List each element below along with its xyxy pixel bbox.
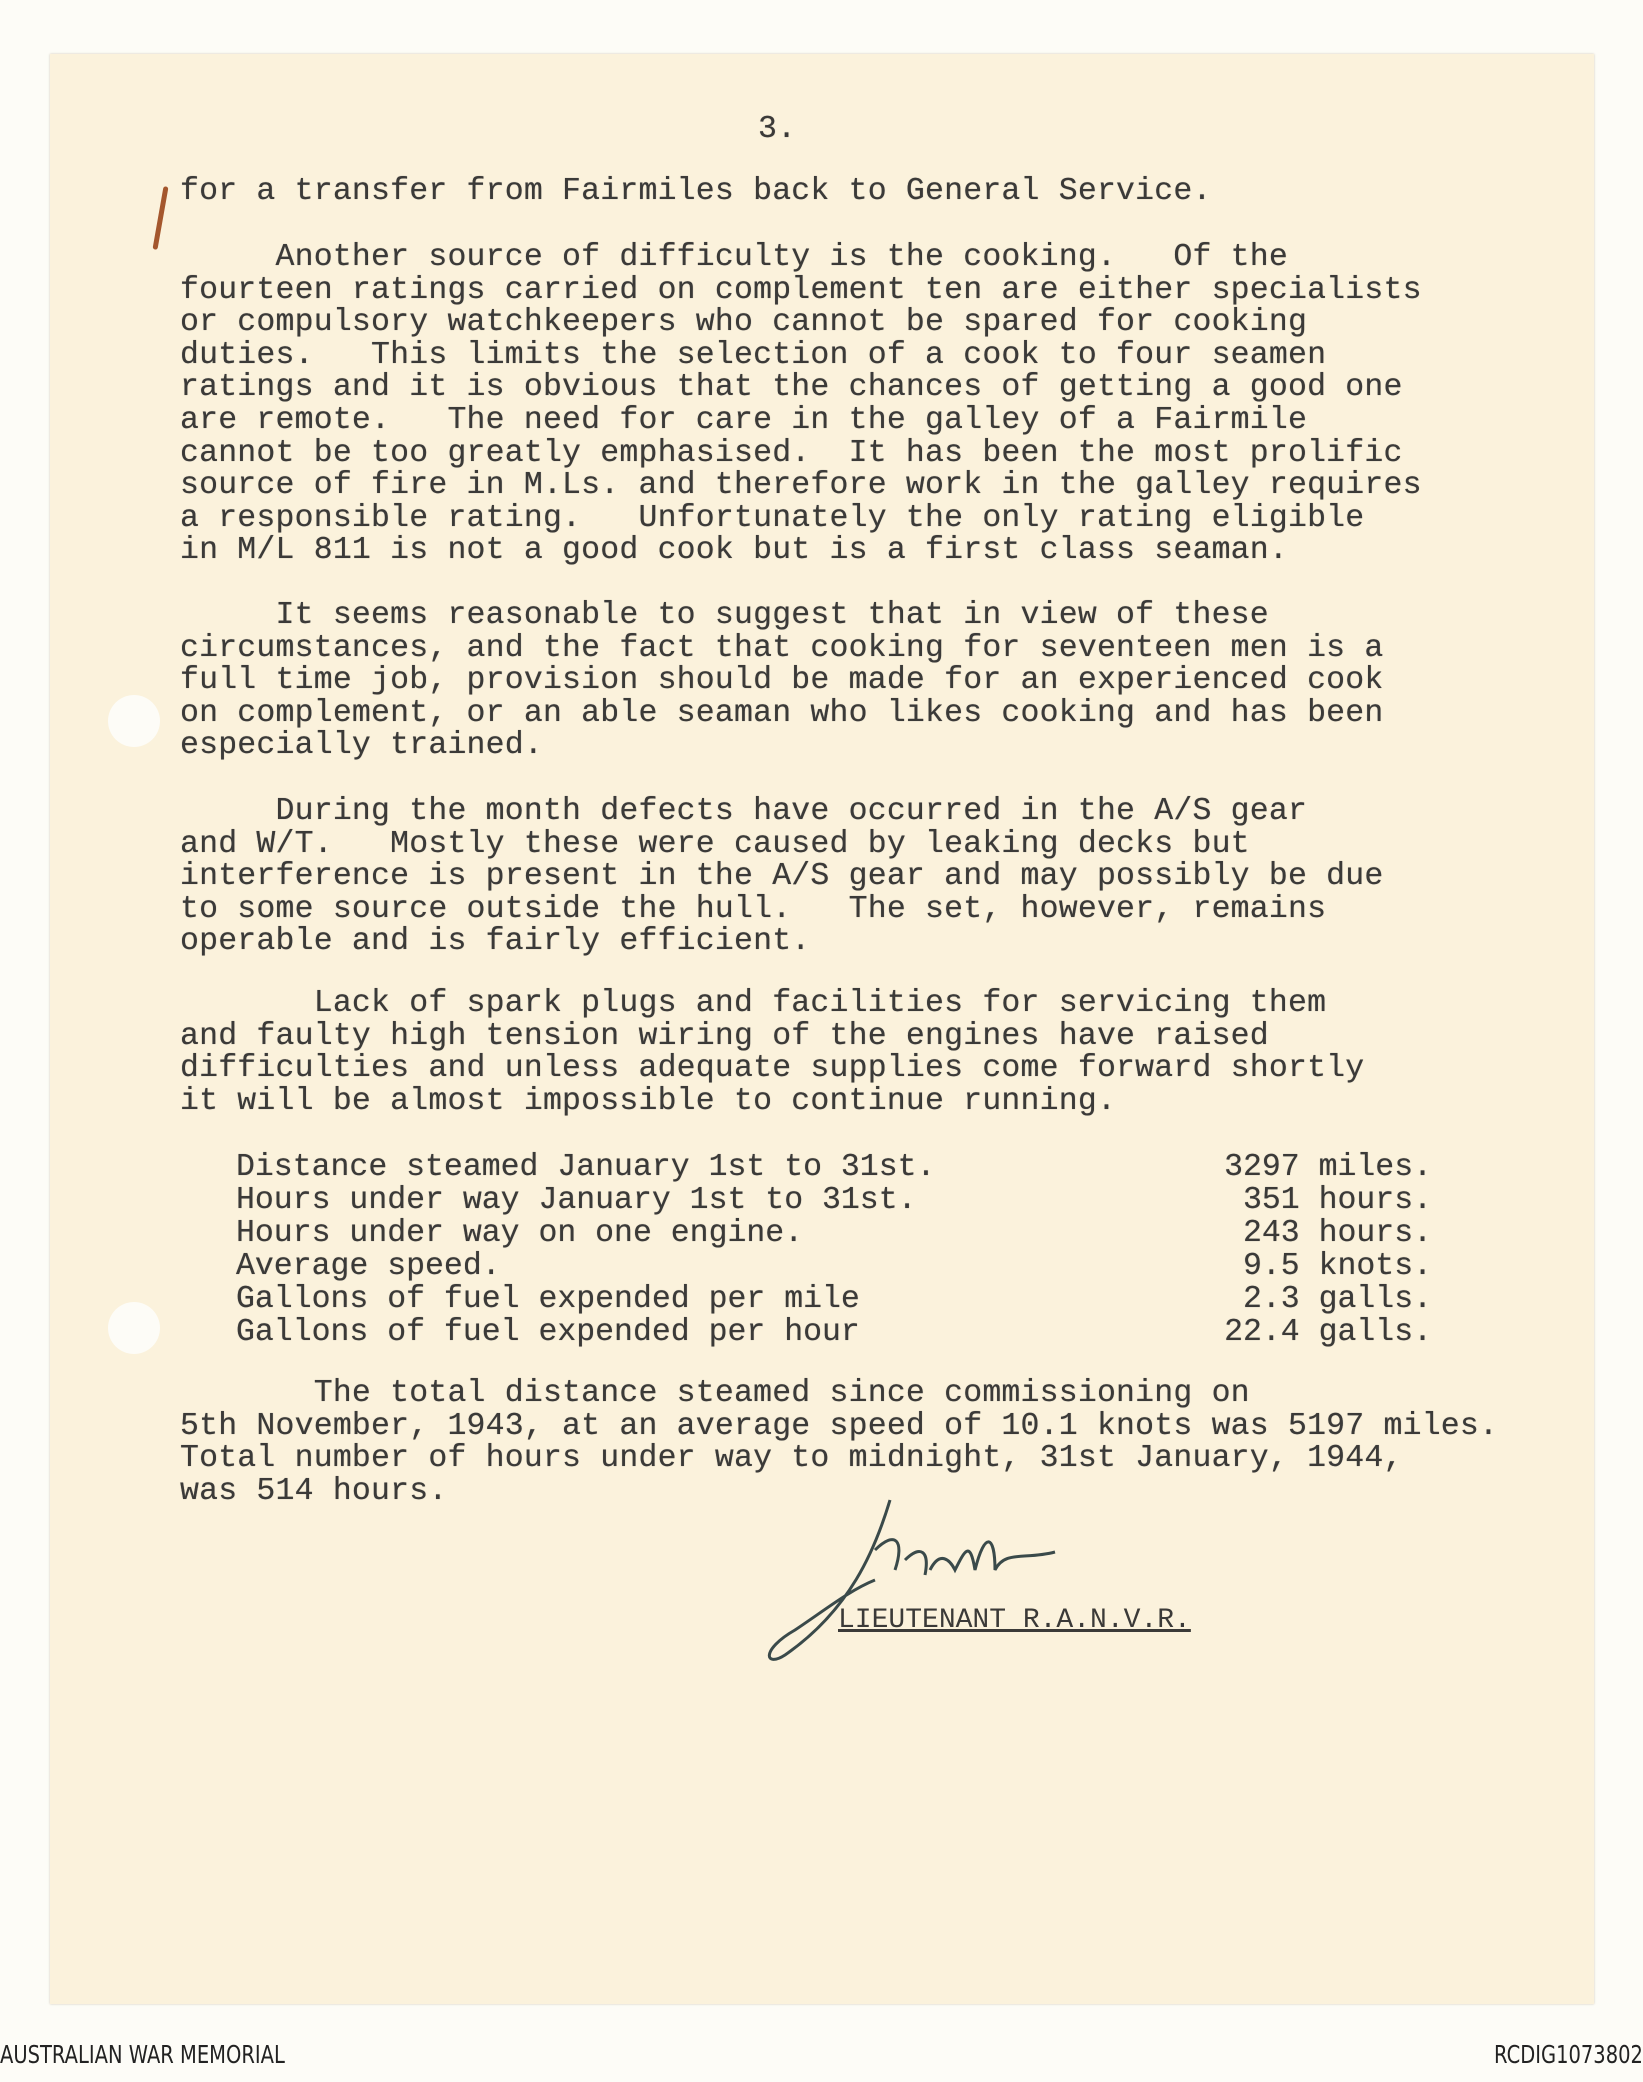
stat-value: 2.3 galls.	[1242, 1282, 1432, 1317]
text-line: fourteen ratings carried on complement ten are either specialists	[180, 272, 1422, 308]
stat-label: Gallons of fuel expended per hour	[236, 1315, 860, 1350]
stat-value: 3297 miles.	[1224, 1150, 1432, 1185]
punch-hole	[108, 695, 160, 747]
stat-label: Gallons of fuel expended per mile	[236, 1282, 860, 1317]
text-line: cannot be too greatly emphasised. It has been the most prolific	[180, 435, 1403, 471]
text-line: difficulties and unless adequate supplies come forward shortly	[180, 1051, 1365, 1087]
text-line: The total distance steamed since commissioning on	[180, 1376, 1250, 1411]
stat-value: 22.4 galls.	[1224, 1315, 1432, 1350]
text-line: or compulsory watchkeepers who cannot be spared for cooking	[180, 305, 1308, 341]
paragraph-2	[180, 242, 1422, 568]
paragraph-1	[180, 176, 1212, 209]
footer-record-id: RCDIG1073802	[1494, 2040, 1643, 2069]
text-line: a responsible rating. Unfortunately the only rating eligible	[180, 500, 1365, 536]
footer-institution: AUSTRALIAN WAR MEMORIAL	[0, 2040, 285, 2069]
text-line: ratings and it is obvious that the chances of getting a good one	[180, 370, 1403, 406]
text-line: Another source of difficulty is the cooking. Of the	[180, 240, 1288, 275]
text-line: on complement, or an able seaman who likes cooking and has been	[180, 695, 1384, 731]
stat-row	[236, 1152, 1432, 1185]
text-line: and faulty high tension wiring of the engines have raised	[180, 1018, 1269, 1054]
stat-row	[236, 1284, 1432, 1317]
text-line: It seems reasonable to suggest that in view of these	[180, 598, 1269, 633]
text-line: especially trained.	[180, 728, 543, 764]
text-line: full time job, provision should be made for an experienced cook	[180, 663, 1384, 699]
stat-label: Average speed.	[236, 1249, 501, 1284]
handwritten-signature	[755, 1490, 1115, 1670]
text-line: it will be almost impossible to continue running.	[180, 1083, 1117, 1119]
signatory-title: LIEUTENANT R.A.N.V.R.	[838, 1605, 1191, 1636]
text-line: to some source outside the hull. The set, however, remains	[180, 891, 1327, 927]
stat-label: Hours under way January 1st to 31st.	[236, 1183, 917, 1218]
text-line: was 514 hours.	[180, 1473, 448, 1509]
text-line: operable and is fairly efficient.	[180, 924, 811, 960]
paragraph-4	[180, 796, 1384, 959]
paragraph-3	[180, 600, 1384, 763]
text-line: duties. This limits the selection of a cook to four seamen	[180, 337, 1327, 373]
stat-row	[236, 1218, 1432, 1251]
text-line: 5th November, 1943, at an average speed of 10.1 knots was 5197 miles.	[180, 1408, 1499, 1444]
stat-label: Distance steamed January 1st to 31st.	[236, 1150, 936, 1185]
closing-paragraph	[180, 1378, 1498, 1508]
page-number: 3.	[758, 112, 797, 147]
stat-value: 243 hours.	[1242, 1216, 1432, 1251]
stat-row	[236, 1251, 1432, 1284]
text-line: circumstances, and the fact that cooking for seventeen men is a	[180, 630, 1384, 666]
text-line: Lack of spark plugs and facilities for servicing them	[180, 986, 1327, 1021]
paragraph-5	[180, 988, 1364, 1118]
stat-value: 9.5 knots.	[1242, 1249, 1432, 1284]
text-line: interference is present in the A/S gear and may possibly be due	[180, 859, 1384, 895]
punch-hole	[108, 1302, 160, 1354]
text-line: and W/T. Mostly these were caused by leaking decks but	[180, 826, 1250, 862]
text-line: in M/L 811 is not a good cook but is a first class seaman.	[180, 533, 1288, 569]
stat-row	[236, 1185, 1432, 1218]
text-line: are remote. The need for care in the galley of a Fairmile	[180, 402, 1308, 438]
stat-row	[236, 1317, 1432, 1350]
text-line: source of fire in M.Ls. and therefore work in the galley requires	[180, 468, 1422, 504]
stat-value: 351 hours.	[1242, 1183, 1432, 1218]
text-line: for a transfer from Fairmiles back to General Service.	[180, 174, 1212, 209]
stat-label: Hours under way on one engine.	[236, 1216, 804, 1251]
text-line: Total number of hours under way to midnight, 31st January, 1944,	[180, 1441, 1403, 1477]
text-line: During the month defects have occurred in the A/S gear	[180, 794, 1308, 829]
